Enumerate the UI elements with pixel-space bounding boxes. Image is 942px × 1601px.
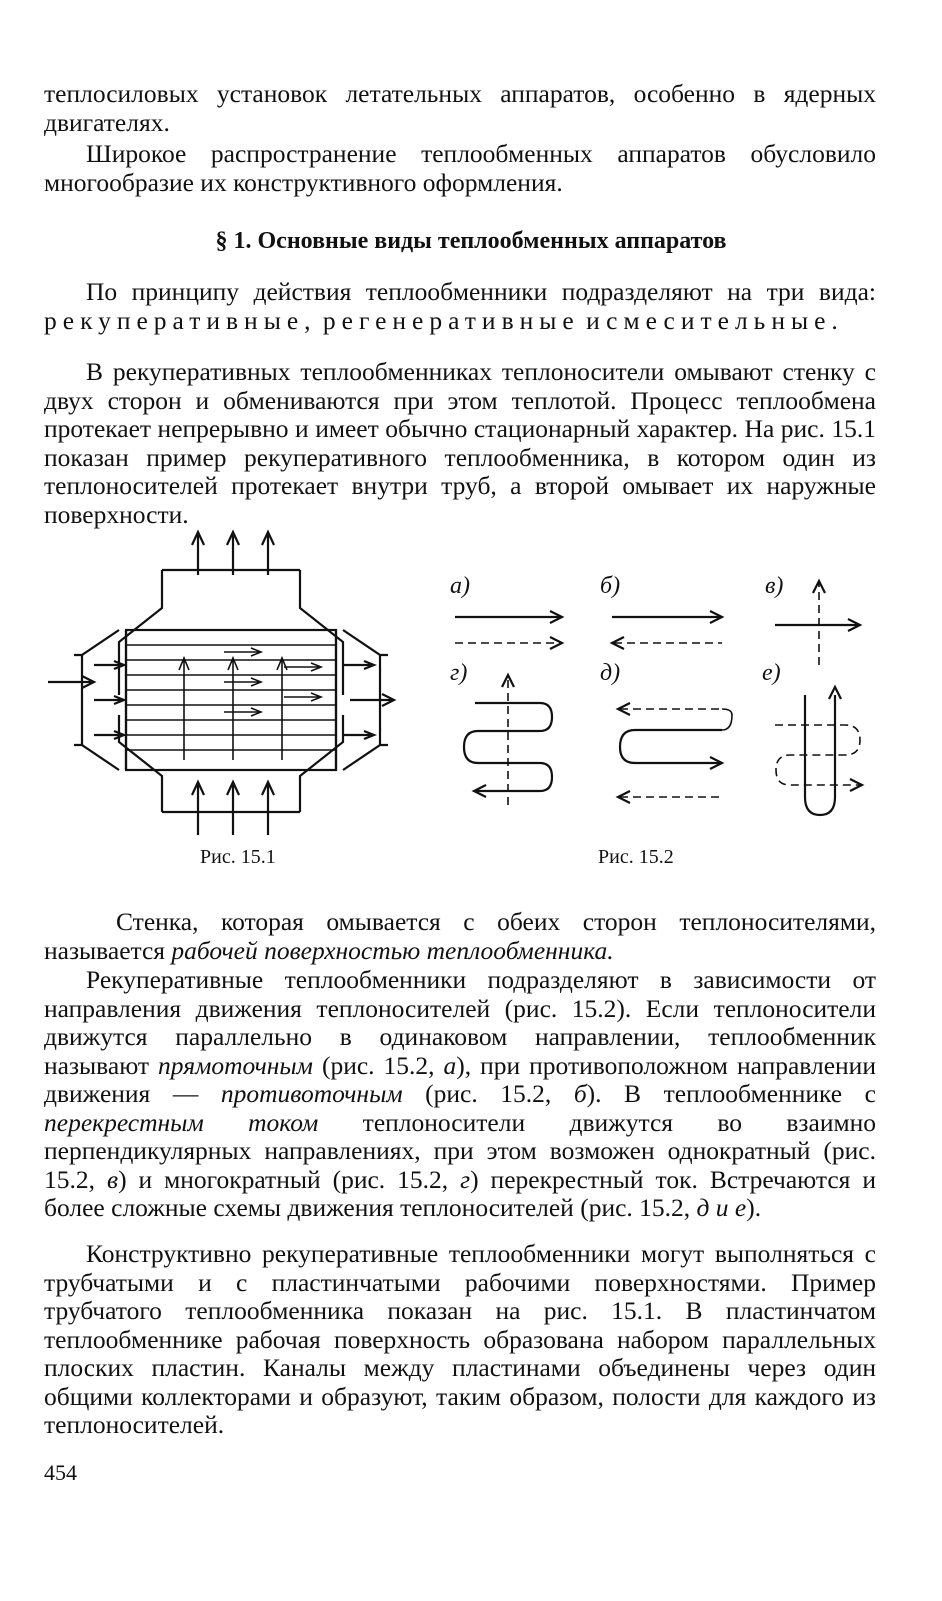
figure-15-2 (440, 565, 880, 825)
scheme-e-complex (775, 687, 862, 815)
paragraph-4: По принципу действия теплообменники подразделяют на три вида: рекуперативные, регенеративные и смесительные. (44, 277, 876, 335)
term-recuperative: рекуперативные, (44, 305, 317, 335)
exchanger-body (74, 570, 388, 812)
page-number: 454 (44, 1460, 77, 1485)
scheme-d-complex (618, 703, 732, 803)
term-mixing: смесительные (606, 305, 832, 335)
figure-15-1 (44, 530, 394, 840)
term-regenerative: регенеративные (322, 305, 580, 335)
label-a: а) (450, 573, 470, 599)
figure-15-2-caption: Рис. 15.2 (598, 846, 674, 868)
section-heading: § 1. Основные виды теплообменных аппаратов (215, 228, 727, 254)
label-v: в) (765, 573, 784, 599)
paragraph-2: Широкое распространение теплообменных аппаратов обусловило многообразие их конструктивного оформления. (44, 139, 876, 197)
paragraph-7: Рекуперативные теплообменники подразделяют в зависимости от направления движения теплоносителей (рис. 15.2). Если теплоносители движутся параллельно в одинаковом направлении, теплообменник называют прямоточным (рис. 15.2, а), при противоположном направлении движения — противоточным (рис. 15.2, б). В теплообменнике с перекрестным током теплоносители движутся во взаимно перпендикулярных направлениях, при этом возможен однократный (рис. 15.2, в) и многократный (рис. 15.2, г) перекрестный ток. Встречаются и более сложные схемы движения теплоносителей (рис. 15.2, д и е). (44, 965, 877, 1222)
figure-15-1-caption: Рис. 15.1 (200, 846, 276, 868)
paragraph-5: В рекуперативных теплообменниках теплоносители омывают стенку с двух сторон и обмениваются при этом теплотой. Процесс теплообмена протекает непрерывно и имеет обычно стационарный характер. На рис. 15.1 показан пример рекуперативного теплообменника, в котором один из теплоносителей протекает внутри труб, а второй омывает их наружные поверхности. (44, 357, 876, 529)
paragraph-1: теплосиловых установок летательных аппаратов, особенно в ядерных двигателях. (44, 79, 876, 137)
scheme-v-crossflow (775, 581, 860, 665)
scheme-g-multicross (464, 675, 552, 805)
label-g: г) (450, 660, 468, 686)
label-d: д) (600, 660, 621, 686)
paragraph-6: Стенка, которая омывается с обеих сторон теплоносителями, называется рабочей поверхностью теплообменника. (44, 907, 876, 965)
term-working-surface: рабочей поверхностью теплообменника. (171, 935, 614, 965)
scheme-b-counterflow (612, 611, 722, 649)
paragraph-8: Конструктивно рекуперативные теплообменники могут выполняться с трубчатыми и с пластинчатыми рабочими поверхностями. Пример трубчатого теплообменника показан на рис. 15.1. В пластинчатом теплообменнике рабочая поверхность образована набором параллельных плоских пластин. Каналы между пластинами объединены через один общими коллекторами и образуют, таким образом, полости для каждого из теплоносителей. (44, 1239, 876, 1439)
scheme-a-parallel (455, 611, 562, 649)
label-b: б) (600, 573, 621, 599)
label-e: е) (762, 660, 781, 686)
